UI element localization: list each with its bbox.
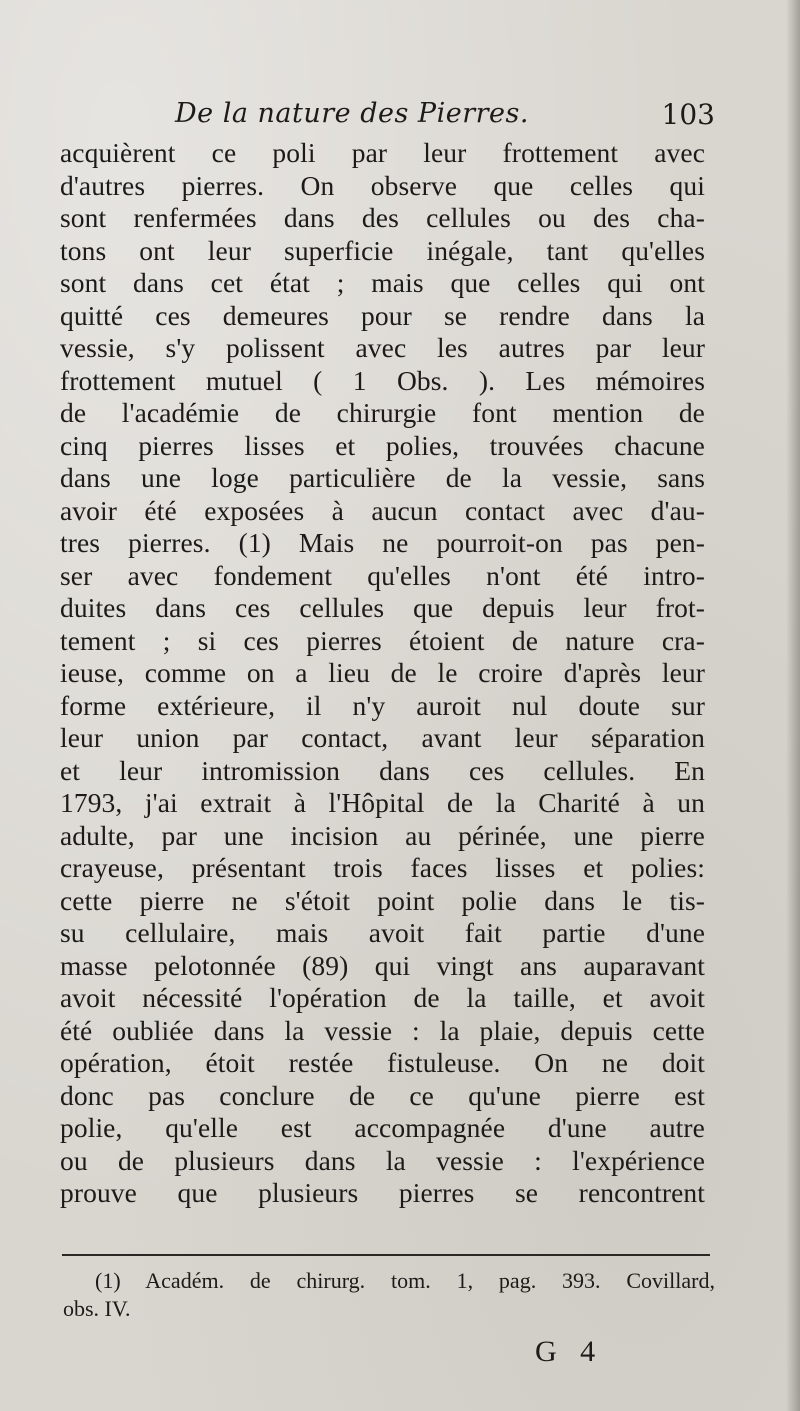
text-line: sont renfermées dans des cellules ou des cha- (60, 202, 705, 233)
footnote-line: (1) Académ. de chirurg. tom. 1, pag. 393. Covillard, (95, 1268, 715, 1293)
text-line: acquièrent ce poli par leur frottement avec (60, 137, 705, 168)
text-line: crayeuse, présentant trois faces lisses et polies: (60, 852, 705, 883)
text-line: tons ont leur superficie inégale, tant qu'elles (60, 234, 705, 266)
text-line: 1793, j'ai extrait à l'Hôpital de la Charité à un (60, 787, 705, 818)
text-line: ou de plusieurs dans la vessie : l'expérience (60, 1144, 705, 1176)
text-line: avoit nécessité l'opération de la taille, et avoit (60, 982, 705, 1013)
footnote-rule (62, 1254, 710, 1256)
text-line: de l'académie de chirurgie font mention de (60, 397, 705, 428)
running-title: De la nature des Pierres. (175, 98, 529, 129)
text-line: sont dans cet état ; mais que celles qui ont (60, 267, 705, 298)
text-line: cette pierre ne s'étoit point polie dans le tis- (60, 884, 705, 916)
text-line: ser avec fondement qu'elles n'ont été intro- (60, 559, 705, 591)
body-text (60, 137, 705, 1210)
text-line: tres pierres. (1) Mais ne pourroit-on pas pen- (60, 527, 705, 558)
text-line: masse pelotonnée (89) qui vingt ans auparavant (60, 949, 705, 981)
text-line: vessie, s'y polissent avec les autres par leur (60, 332, 705, 363)
text-line: leur union par contact, avant leur séparation (60, 722, 705, 753)
text-line: cinq pierres lisses et polies, trouvées chacune (60, 429, 705, 461)
text-line: tement ; si ces pierres étoient de nature cra- (60, 624, 705, 656)
text-line: dans une loge particulière de la vessie, sans (60, 462, 705, 493)
page-number: 103 (661, 98, 715, 131)
text-line: donc pas conclure de ce qu'une pierre est (60, 1079, 705, 1111)
text-line: quitté ces demeures pour se rendre dans la (60, 299, 705, 331)
text-line: avoir été exposées à aucun contact avec d'au- (60, 494, 705, 526)
signature-mark: G 4 (535, 1335, 604, 1368)
text-line: d'autres pierres. On observe que celles qui (60, 169, 705, 201)
text-line: polie, qu'elle est accompagnée d'une autre (60, 1112, 705, 1143)
text-line: duites dans ces cellules que depuis leur frot- (60, 592, 705, 623)
text-line: opération, étoit restée fistuleuse. On ne doit (60, 1047, 705, 1078)
running-head (175, 98, 715, 138)
text-line: frottement mutuel ( 1 Obs. ). Les mémoires (60, 364, 705, 396)
footnote-line: obs. IV. (63, 1296, 131, 1321)
footnote (63, 1267, 715, 1323)
text-line: ieuse, comme on a lieu de le croire d'après leur (60, 657, 705, 688)
text-line: été oubliée dans la vessie : la plaie, depuis cette (60, 1014, 705, 1046)
text-line: su cellulaire, mais avoit fait partie d'une (60, 917, 705, 948)
text-line: adulte, par une incision au périnée, une pierre (60, 819, 705, 851)
text-line: forme extérieure, il n'y auroit nul doute sur (60, 689, 705, 721)
text-line: prouve que plusieurs pierres se rencontrent (60, 1177, 705, 1208)
text-line: et leur intromission dans ces cellules. En (60, 754, 705, 786)
